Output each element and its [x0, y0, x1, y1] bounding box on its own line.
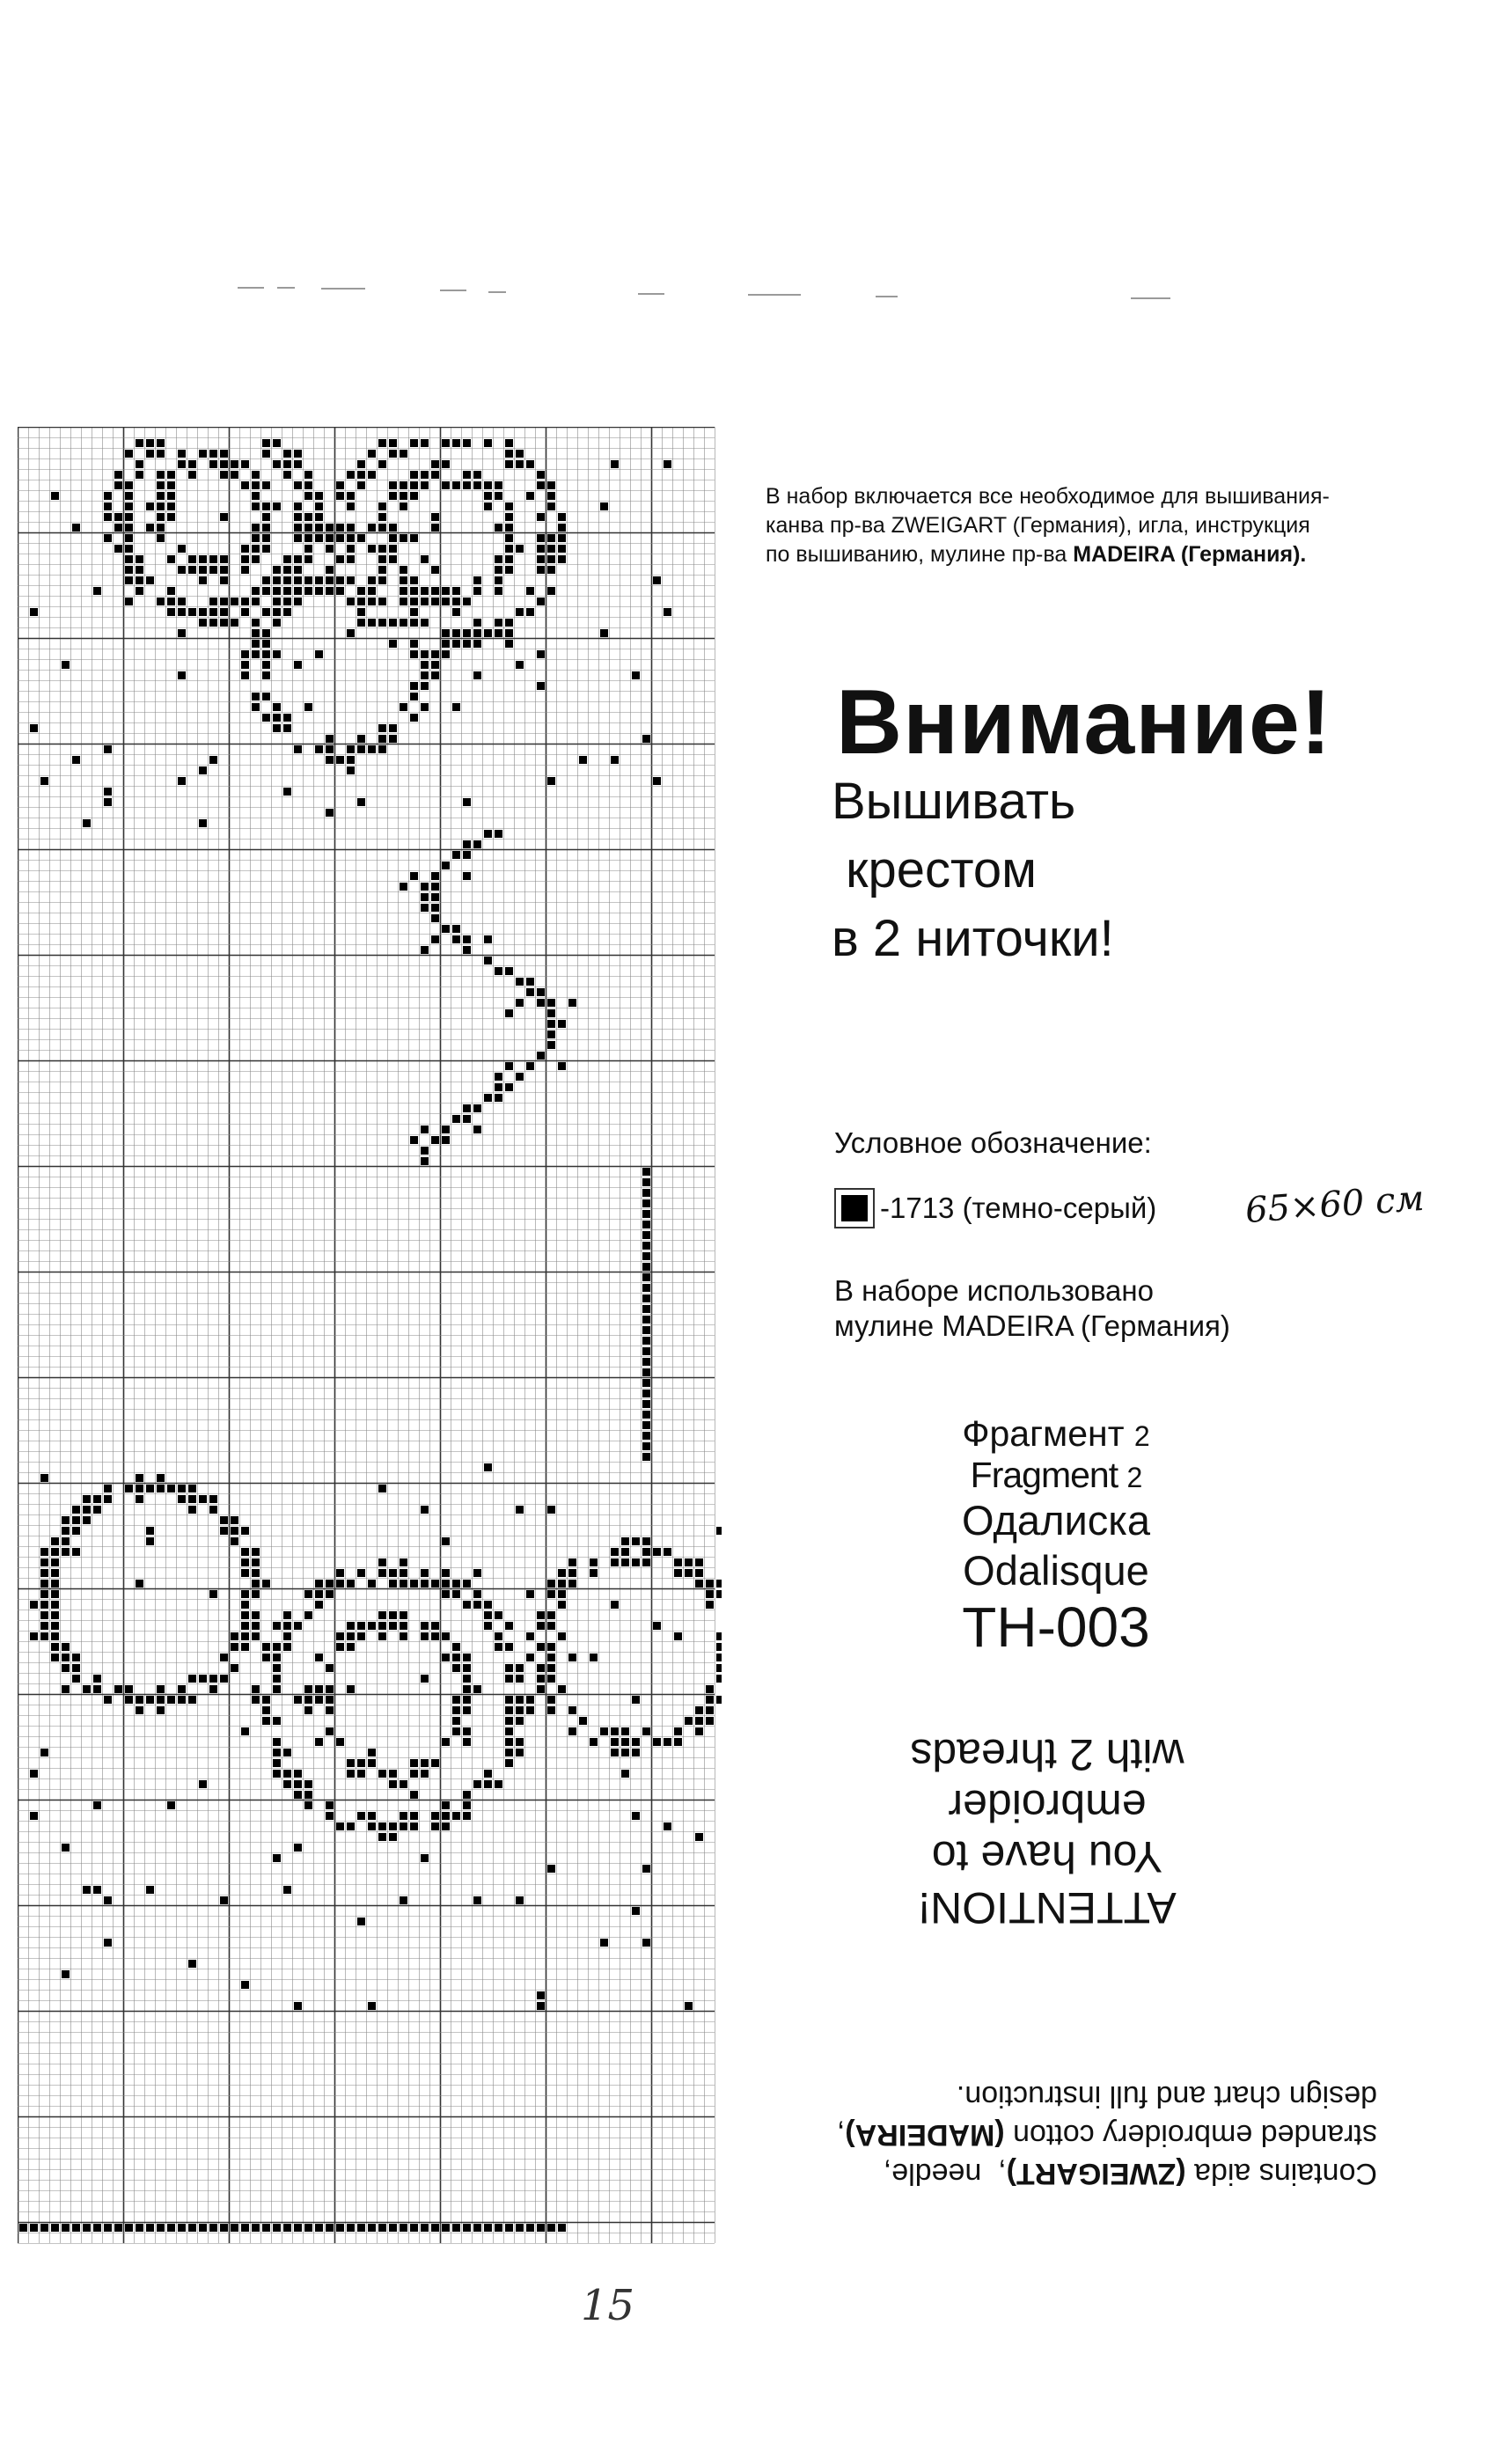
- cross-stitch-chart: [18, 427, 722, 2253]
- attention-en-upside-down: [871, 1729, 1223, 1933]
- contents-en-upside-down: [735, 2077, 1377, 2193]
- madeira-note-line-1: В наборе использовано: [834, 1274, 1154, 1307]
- attention-en-line-4: with 2 threads: [910, 1730, 1184, 1779]
- attention-line-2: крестом: [832, 841, 1038, 898]
- contents-en-line-1c: , needle,: [883, 2157, 1007, 2190]
- contents-en-line-2c: ,: [836, 2118, 846, 2152]
- attention-title: Внимание!: [836, 671, 1332, 774]
- legend-title: Условное обозначение:: [834, 1126, 1152, 1159]
- chart-gridlines: [18, 427, 715, 2244]
- attention-en-line-3: embroider: [948, 1781, 1147, 1830]
- contents-en-line-3: design chart and full instruction.: [956, 2079, 1377, 2113]
- page-number: 15: [581, 2281, 635, 2330]
- intro-line-2: канва пр-ва ZWEIGART (Германия), игла, инструкция: [766, 513, 1310, 538]
- fragment-en-number: 2: [1126, 1462, 1142, 1493]
- legend-swatch-fill: [841, 1195, 868, 1221]
- fragment-block: [880, 1412, 1232, 1659]
- legend-color-code: -1713 (темно-серый): [880, 1192, 1157, 1224]
- attention-line-1: Вышивать: [832, 773, 1076, 830]
- attention-instructions: [832, 767, 1114, 973]
- design-name-ru: Одалиска: [961, 1497, 1150, 1544]
- contents-en-line-1b: (ZWEIGART): [1006, 2157, 1186, 2190]
- madeira-note: [834, 1273, 1230, 1344]
- fragment-ru-number: 2: [1133, 1420, 1150, 1452]
- contents-en-line-1a: Contains aida: [1185, 2157, 1377, 2190]
- madeira-note-line-2: мулине MADEIRA (Германия): [834, 1309, 1230, 1342]
- contents-en-line-2b: (MADEIRA): [845, 2118, 1005, 2152]
- attention-en-line-1: ATTENTION!: [918, 1883, 1177, 1932]
- intro-line-3: [766, 540, 1330, 569]
- design-code: TH-003: [962, 1595, 1150, 1659]
- contents-en-line-2a: stranded embroidery cotton: [1004, 2118, 1377, 2152]
- handwritten-size-note: 65×60 см: [1243, 1177, 1426, 1232]
- intro-line-3-bold: MADEIRA (Германия).: [1073, 542, 1307, 567]
- legend-swatch: [834, 1188, 875, 1228]
- chart-grid-svg: [18, 427, 722, 2253]
- attention-line-3: в 2 ниточки!: [832, 910, 1114, 967]
- fragment-en-label: Fragment: [970, 1455, 1118, 1495]
- fragment-en: [880, 1457, 1232, 1495]
- intro-line-1: В набор включается все необходимое для вышивания-: [766, 484, 1330, 509]
- contents-en-line-1: [735, 2154, 1377, 2193]
- intro-line-3-text: по вышиванию, мулине пр-ва: [766, 542, 1074, 567]
- attention-en-line-2: You have to: [931, 1832, 1163, 1881]
- design-name-en: Odalisque: [963, 1547, 1149, 1594]
- fragment-ru: [880, 1412, 1232, 1457]
- contents-en-line-2: [735, 2116, 1377, 2154]
- kit-contents-note: [766, 482, 1330, 569]
- fragment-ru-label: Фрагмент: [962, 1413, 1125, 1454]
- legend-row: [834, 1188, 1156, 1228]
